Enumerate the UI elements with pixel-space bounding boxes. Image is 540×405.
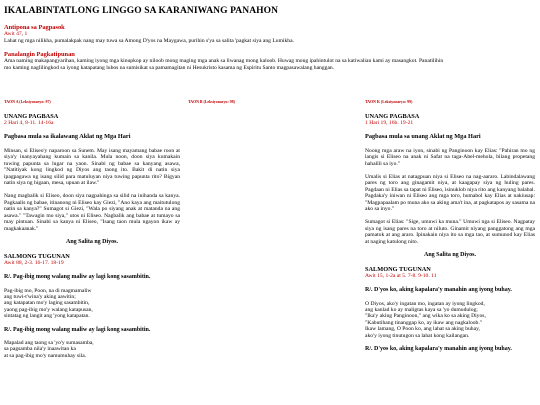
psalm-title: SALMONG TUGUNAN — [4, 253, 70, 260]
verse-line: Pag-ibig mo, Poon, na di magmamaliw — [4, 287, 92, 294]
taon-label: TAON A (Leksiyonaryo: 97) — [4, 100, 51, 104]
verse-line: O Diyos, ako'y ingatan mo, ingatan ay iyong lingkod, — [365, 300, 485, 307]
reading-paragraph: Minsan, si Eliseo'y naparoon sa Sunem. May isang mayamang babae roon at siya'y inanyayahang kumain sa kanila. Mula noon, doon siya kumakain tuwing papunta sa lugar na yaon. Sinabi ng babae sa kanyang asawa, "Natitiyak kong lingkod ng Diyos ang taong ito. Bakit di natin siya ipagpagawa ng isang silid para matuluyan niya tuwing papunta rito? Bigyan natin siya ng higaan, mesa, upuan at ilaw." — [4, 147, 180, 186]
verse-line: ang tuwi-t'wina'y aking aawitin; — [4, 293, 76, 300]
panalangin-section — [4, 51, 534, 72]
verse-line: ako'y iyong tinutugon sa lahat kong kailangan. — [365, 332, 470, 339]
psalm-verse — [4, 288, 180, 320]
psalm-response: R/. Pag-ibig mong walang maliw ay lagi kong sasambitin. — [4, 274, 151, 280]
verse-line: Ikaw lamang, O Poon ko, ang lahat sa aking buhay, — [365, 326, 480, 333]
word-of-god: Ang Salita ng Diyos. — [65, 238, 118, 245]
reading-title: UNANG PAGBASA — [365, 113, 420, 120]
verse-line: "Ika'y aking Panginoon," ang wika ko sa aking Diyos, — [365, 313, 486, 320]
psalm-verse — [365, 301, 535, 339]
verse-line: sintatag ng langit ang 'yong katapatan. — [4, 313, 90, 320]
verse-line: at sa pag-ibig mo'y namumuhay sila. — [4, 352, 87, 359]
taon-label: TAON K (Leksiyonaryo: 99) — [365, 100, 413, 104]
psalm-title: SALMONG TUGUNAN — [365, 266, 431, 273]
column-taon-a — [4, 100, 180, 366]
reading-heading: Pagbasa mula sa ikalawang Aklat ng Mga Hari — [4, 133, 131, 140]
antipona-heading: Antipona sa Pagpasok — [4, 24, 65, 31]
reading-paragraph: Nang magbalik si Eliseo, doon siya nagpahinga sa silid na inihanda sa kanya. Pagkaalis ng babae, itinanong ni Eliseo kay Giezi, "Ano kaya ang maitutulong natin sa kanya?" Sumagot si Giezi, "Wala po siyang anak at matanda na ang asawa." "Tawagin mo siya," utos ni Eliseo. Nagbalik ang babae at tumayo sa may pintuan. Sinabi sa kanya ni Eliseo, "Isang taon mula ngayon ikaw ay magkakaanak." — [4, 193, 180, 232]
psalm-response: R/. D'yos ko, aking kapalara'y manahin ang iyong buhay. — [365, 345, 512, 352]
reading-ref: 1 Hari 19, 16b. 19-21 — [365, 120, 414, 126]
verse-line: ang kanlad ko ay maligtas kaya sa 'yo dumudulog; — [365, 306, 478, 313]
column-taon-b — [188, 100, 356, 113]
psalm-verse — [4, 340, 180, 359]
panalangin-line: mo kaming naglilingkod sa iyong katapatang lubos na sumisikat sa pamamagitan ni Hesukristo kasama ng Espiritu Santo magpasawalang hanggan. — [4, 65, 335, 71]
word-of-god: Ang Salita ng Diyos. — [423, 251, 476, 258]
verse-line: ang katapatan mo'y laging sasambitin, — [4, 300, 90, 307]
panalangin-heading: Panalangin Pagkatipunan — [4, 51, 75, 58]
psalm-response: R/. D'yos ko, aking kapalara'y manahin ang iyong buhay. — [365, 287, 512, 293]
antipona-text: Lahat ng mga nilikha, pumalakpak nang may tuwa sa Among D'yos na Maygawa, purihin s'ya sa salita 'pagkat siya ang Lumikha. — [4, 38, 294, 44]
verse-line: yaong pag-ibig mo'y walang katapusan, — [4, 306, 93, 313]
page-title: IKALABINTATLONG LINGGO SA KARANIWANG PANAHON — [4, 6, 279, 16]
reading-heading: Pagbasa mula sa unang Aklat ng Mga Hari — [365, 133, 481, 140]
verse-line: "Kabutihang tinanggap ko, ay ikaw ang nagkaloob." — [365, 319, 483, 326]
verse-line: sa pagsamba nila'y inaawitan ka — [4, 346, 76, 353]
reading-paragraph: Noong mga araw na iyon, sinabi ng Panginoon kay Elias: "Pahiran mo ng langis si Eliseo na anak ni Safat na taga-Abel-mehola, bilang propetang hahalili sa iyo." — [365, 147, 535, 167]
taon-label: TAON B (Leksiyonaryo: 98) — [188, 100, 235, 104]
psalm-response: R/. Pag-ibig mong walang maliw ay lagi kong sasambitin. — [4, 326, 151, 333]
verse-line: Mapalad ang taong sa 'yo'y sumasamba, — [4, 340, 94, 347]
column-taon-k — [365, 100, 535, 359]
antipona-section — [4, 24, 534, 45]
psalm-ref: Awit 88, 2-3. 16-17. 18-19 — [4, 260, 64, 266]
psalm-ref: Awit 15, 1-2a at 5. 7-8. 9-10. 11 — [365, 273, 437, 279]
antipona-ref: Awit 47, 1 — [4, 31, 28, 37]
reading-paragraph: Umalis si Elias at natagpuan niya si Eliseo na nag-aararo. Labindalawang pares ng toro ang ginagamit niya, at kaagapay siya ng huling pares. Pagdaan ni Elias sa tapat ni Eliseo, isinuklob niya rito ang kanyang balabal. Pagdaka'y iniwan ni Eliseo ang mga toro, humabol kay Elias at nakiusap: "Magpapaalam po muna ako sa aking ama't ina, at pagkatapos ay sasama na ako sa inyo." — [365, 173, 535, 212]
reading-title: UNANG PAGBASA — [4, 113, 59, 120]
reading-ref: 2 Hari 4, 8-11. 14-16a — [4, 120, 54, 126]
reading-paragraph: Sumagot si Elias: "Sige, umuwi ka muna." Umuwi nga si Eliseo. Nagpatay siya ng isang pares na toro at niluto. Ginamit niyang panggatong ang mga pamatok at ang araro. Ipinakain niya ito sa mga tao, at sumunod kay Elias at naging katulong nito. — [365, 219, 535, 245]
panalangin-line: Ama naming makapangyarihan, kaming iyong mga kinupkop ay niloob mong maging mga anak sa liwanag mong kaloob. Huwag mong ipahintulot na sa katiwalian kami ay masangkot. Panatilihin — [4, 58, 444, 64]
